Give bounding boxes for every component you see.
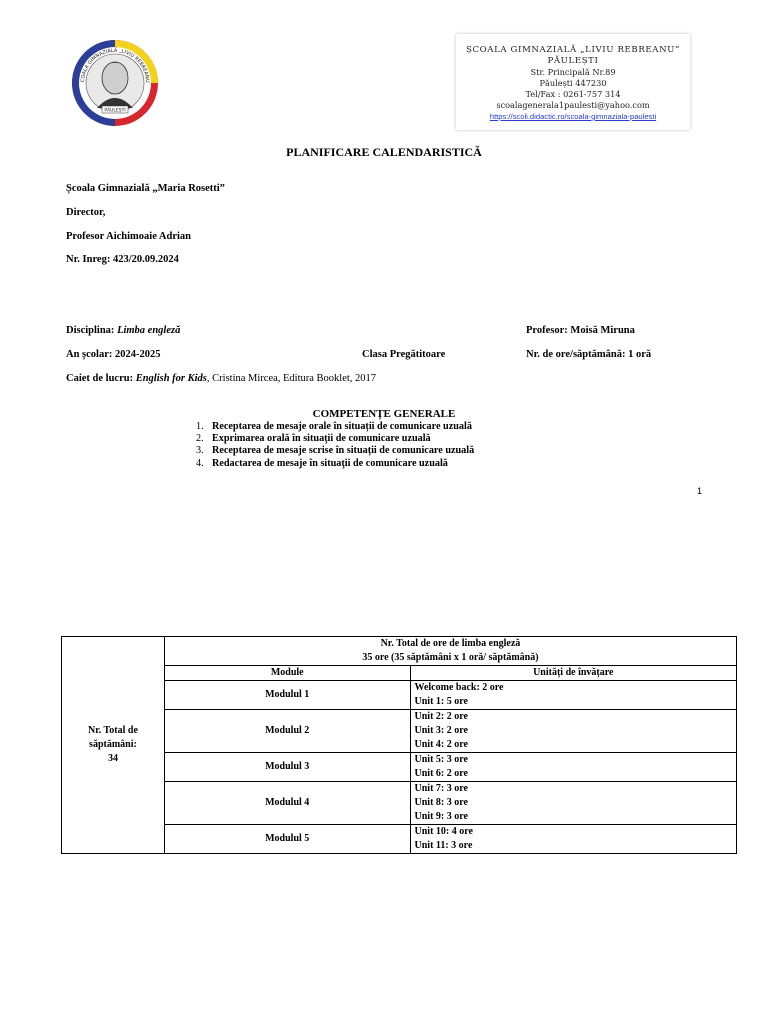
letterhead-town: PĂULEȘTI — [547, 56, 599, 66]
module-name: Modulul 4 — [164, 782, 410, 825]
discipline — [66, 325, 180, 336]
module-units: Unit 5: 3 ore Unit 6: 2 ore — [410, 753, 736, 782]
total-hours-header: Nr. Total de ore de limba engleză 35 ore (35 săptămâni x 1 oră/ săptămână) — [164, 637, 736, 666]
teacher-label: Profesor: — [526, 325, 571, 336]
hours-per-week: Nr. de ore/săptămână: 1 oră — [526, 349, 652, 360]
module-name: Modulul 3 — [164, 753, 410, 782]
competence-item: 2. Exprimarea orală în situaţii de comunicare uzuală — [196, 433, 431, 445]
letterhead-email: scoalagenerala1paulesti@yahoo.com — [496, 100, 650, 110]
registration-number: Nr. Inreg: 423/20.09.2024 — [66, 254, 179, 265]
school-name: Școala Gimnazială „Maria Rosetti” — [66, 183, 225, 194]
letterhead-address: Str. Principală Nr.89 — [530, 67, 616, 77]
class-label: Clasa — [362, 349, 390, 360]
discipline-value: Limba engleză — [117, 325, 181, 336]
letterhead-phone: Tel/Fax : 0261-757 314 — [525, 89, 621, 99]
column-header-modules: Module — [164, 666, 410, 681]
letterhead-school-name: ȘCOALA GIMNAZIALĂ „LIVIU REBREANU” — [465, 45, 681, 55]
module-units: Unit 2: 2 ore Unit 3: 2 ore Unit 4: 2 ore — [410, 710, 736, 753]
competence-item: 4. Redactarea de mesaje în situaţii de comunicare uzuală — [196, 457, 448, 469]
document-title: PLANIFICARE CALENDARISTICĂ — [286, 145, 482, 159]
page-number: 1 — [697, 486, 703, 496]
module-units: Unit 7: 3 ore Unit 8: 3 ore Unit 9: 3 ore — [410, 782, 736, 825]
logo-ring-text: COALA GIMNAZIALĂ „LIVIU REBREANU — [79, 47, 151, 83]
teacher-value: Moisă Miruna — [570, 325, 635, 336]
module-units: Welcome back: 2 ore Unit 1: 5 ore — [410, 681, 736, 710]
module-name: Modulul 1 — [164, 681, 410, 710]
planning-table — [61, 636, 737, 854]
workbook-title: English for Kids — [135, 373, 207, 384]
module-name: Modulul 2 — [164, 710, 410, 753]
class — [362, 349, 445, 360]
teacher — [526, 325, 635, 336]
column-header-units: Unități de învățare — [410, 666, 736, 681]
school-letterhead — [456, 34, 690, 130]
competence-item: 3. Receptarea de mesaje scrise în situații de comunicare uzuală — [196, 445, 475, 457]
school-year: An școlar: 2024-2025 — [66, 349, 161, 360]
workbook-details: , Cristina Mircea, Editura Booklet, 2017 — [206, 373, 377, 384]
total-weeks-cell: Nr. Total de săptămâni: 34 — [62, 637, 165, 854]
module-name: Modulul 5 — [164, 825, 410, 854]
director-name: Profesor Aichimoaie Adrian — [66, 231, 192, 242]
workbook-label: Caiet de lucru: — [66, 373, 136, 384]
discipline-label: Disciplina: — [66, 325, 118, 336]
class-value: Pregătitoare — [389, 349, 446, 360]
workbook — [66, 373, 376, 384]
competences-title: COMPETENȚE GENERALE — [312, 408, 456, 420]
logo-ribbon-text: PĂULEȘTI — [104, 108, 126, 114]
letterhead-website-link[interactable]: https://scoli.didactic.ro/scoala-gimnaziala-paulesti — [489, 112, 657, 121]
competence-item: 1. Receptarea de mesaje orale în situații de comunicare uzuală — [196, 421, 472, 432]
letterhead-postcode: Păulești 447230 — [539, 78, 607, 88]
module-units: Unit 10: 4 ore Unit 11: 3 ore — [410, 825, 736, 854]
director-label: Director, — [66, 207, 106, 218]
school-logo — [70, 38, 160, 128]
competences-list — [196, 421, 474, 470]
